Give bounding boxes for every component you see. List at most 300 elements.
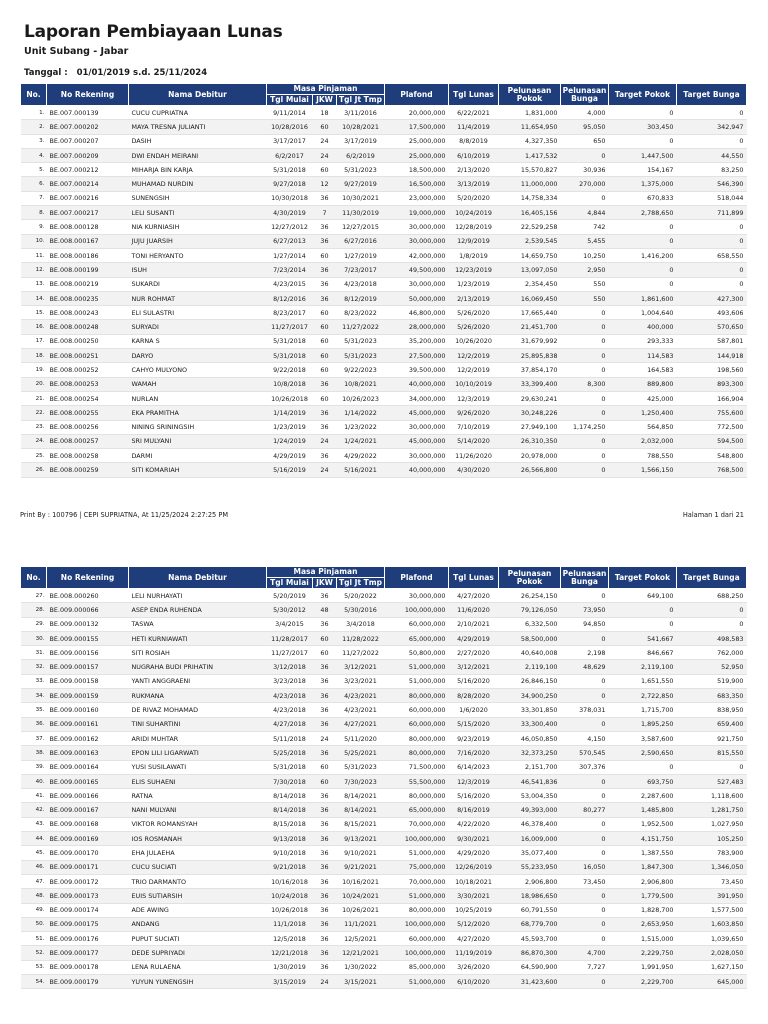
- cell-pelunasan-bunga: 0: [561, 434, 609, 448]
- cell-debitur: EPON LILI LIGARWATI: [129, 746, 267, 760]
- cell-pelunasan-pokok: 46,378,400: [499, 817, 561, 831]
- table-row: [21, 760, 747, 774]
- cell-target-bunga: 527,483: [677, 774, 747, 788]
- cell-target-pokok: 649,100: [609, 589, 677, 603]
- table-body-page-2: [21, 589, 747, 989]
- cell-tgl-lunas: 5/26/2020: [449, 306, 499, 320]
- cell-rekening: BE.008.000258: [47, 449, 129, 463]
- cell-target-pokok: 2,788,650: [609, 206, 677, 220]
- cell-pelunasan-pokok: 60,791,550: [499, 903, 561, 917]
- cell-pelunasan-pokok: 40,640,008: [499, 646, 561, 660]
- cell-tgl-mulai: 11/1/2018: [267, 917, 313, 931]
- cell-plafond: 80,000,000: [385, 789, 449, 803]
- cell-tgl-mulai: 5/16/2019: [267, 463, 313, 477]
- table-row: [21, 291, 747, 305]
- table-row: [21, 420, 747, 434]
- cell-target-pokok: 1,952,500: [609, 817, 677, 831]
- cell-tgl-mulai: 10/26/2018: [267, 903, 313, 917]
- cell-tgl-lunas: 8/8/2019: [449, 134, 499, 148]
- header-tgl-lunas: Tgl Lunas: [449, 567, 499, 589]
- cell-jkw: 36: [313, 689, 337, 703]
- cell-tgl-jt-tmp: 10/28/2021: [337, 120, 385, 134]
- cell-rekening: BE.009.000163: [47, 746, 129, 760]
- cell-no: 19.: [21, 363, 47, 377]
- cell-debitur: VIKTOR ROMANSYAH: [129, 817, 267, 831]
- cell-target-bunga: 2,028,050: [677, 946, 747, 960]
- cell-plafond: 50,800,000: [385, 646, 449, 660]
- table-row: [21, 177, 747, 191]
- cell-pelunasan-pokok: 29,630,241: [499, 391, 561, 405]
- cell-rekening: BE.007.000217: [47, 206, 129, 220]
- cell-target-pokok: 693,750: [609, 774, 677, 788]
- cell-jkw: 18: [313, 106, 337, 120]
- cell-tgl-lunas: 3/13/2019: [449, 177, 499, 191]
- cell-target-bunga: 711,899: [677, 206, 747, 220]
- cell-tgl-jt-tmp: 9/27/2019: [337, 177, 385, 191]
- cell-target-bunga: 1,603,850: [677, 917, 747, 931]
- cell-no: 39.: [21, 760, 47, 774]
- cell-no: 51.: [21, 932, 47, 946]
- cell-target-pokok: 0: [609, 220, 677, 234]
- cell-tgl-lunas: 9/26/2020: [449, 406, 499, 420]
- cell-target-bunga: 83,250: [677, 163, 747, 177]
- cell-target-bunga: 1,627,150: [677, 960, 747, 974]
- cell-plafond: 65,000,000: [385, 803, 449, 817]
- cell-target-pokok: 889,800: [609, 377, 677, 391]
- cell-target-pokok: 1,715,700: [609, 703, 677, 717]
- cell-tgl-mulai: 10/28/2016: [267, 120, 313, 134]
- cell-tgl-mulai: 5/11/2018: [267, 731, 313, 745]
- cell-rekening: BE.009.000155: [47, 631, 129, 645]
- table-row: [21, 846, 747, 860]
- table-row: [21, 975, 747, 989]
- cell-rekening: BE.008.000260: [47, 589, 129, 603]
- cell-tgl-lunas: 1/6/2020: [449, 703, 499, 717]
- cell-tgl-jt-tmp: 11/28/2022: [337, 631, 385, 645]
- cell-target-bunga: 0: [677, 263, 747, 277]
- cell-target-bunga: 427,300: [677, 291, 747, 305]
- cell-plafond: 30,000,000: [385, 277, 449, 291]
- cell-pelunasan-pokok: 2,151,700: [499, 760, 561, 774]
- cell-debitur: YANTI ANGGRAENI: [129, 674, 267, 688]
- cell-tgl-mulai: 9/11/2014: [267, 106, 313, 120]
- cell-pelunasan-bunga: 94,850: [561, 617, 609, 631]
- cell-tgl-mulai: 11/27/2017: [267, 320, 313, 334]
- cell-target-bunga: 893,300: [677, 377, 747, 391]
- cell-pelunasan-pokok: 25,895,838: [499, 349, 561, 363]
- cell-rekening: BE.008.000250: [47, 334, 129, 348]
- cell-tgl-jt-tmp: 4/23/2021: [337, 689, 385, 703]
- table-row: [21, 946, 747, 960]
- report-table-page-1: [20, 83, 747, 478]
- cell-debitur: EKA PRAMITHA: [129, 406, 267, 420]
- cell-tgl-mulai: 5/30/2012: [267, 603, 313, 617]
- cell-tgl-lunas: 6/10/2019: [449, 148, 499, 162]
- cell-pelunasan-bunga: 0: [561, 334, 609, 348]
- cell-pelunasan-pokok: 31,679,992: [499, 334, 561, 348]
- cell-tgl-jt-tmp: 7/23/2017: [337, 263, 385, 277]
- cell-pelunasan-pokok: 26,566,800: [499, 463, 561, 477]
- cell-target-pokok: 1,566,150: [609, 463, 677, 477]
- cell-pelunasan-bunga: 378,031: [561, 703, 609, 717]
- cell-plafond: 51,000,000: [385, 889, 449, 903]
- cell-debitur: KARNA S: [129, 334, 267, 348]
- cell-tgl-lunas: 4/29/2019: [449, 631, 499, 645]
- date-range-value: 01/01/2019 s.d. 25/11/2024: [76, 68, 208, 78]
- cell-jkw: 24: [313, 148, 337, 162]
- header-tgl-mulai: Tgl Mulai: [267, 578, 313, 589]
- cell-tgl-mulai: 5/31/2018: [267, 349, 313, 363]
- cell-pelunasan-bunga: 5,455: [561, 234, 609, 248]
- table-row: [21, 860, 747, 874]
- cell-target-pokok: 2,229,750: [609, 946, 677, 960]
- cell-debitur: NIA KURNIASIH: [129, 220, 267, 234]
- cell-target-pokok: 0: [609, 603, 677, 617]
- cell-no: 11.: [21, 248, 47, 262]
- cell-tgl-mulai: 5/25/2018: [267, 746, 313, 760]
- cell-no: 17.: [21, 334, 47, 348]
- cell-pelunasan-pokok: 46,541,836: [499, 774, 561, 788]
- cell-jkw: 36: [313, 789, 337, 803]
- cell-plafond: 19,000,000: [385, 206, 449, 220]
- cell-no: 36.: [21, 717, 47, 731]
- cell-jkw: 36: [313, 917, 337, 931]
- cell-jkw: 36: [313, 220, 337, 234]
- cell-no: 23.: [21, 420, 47, 434]
- cell-tgl-lunas: 1/8/2019: [449, 248, 499, 262]
- cell-no: 21.: [21, 391, 47, 405]
- cell-jkw: 60: [313, 320, 337, 334]
- cell-rekening: BE.009.000170: [47, 846, 129, 860]
- cell-tgl-lunas: 5/16/2020: [449, 674, 499, 688]
- cell-tgl-mulai: 11/28/2017: [267, 631, 313, 645]
- cell-jkw: 60: [313, 631, 337, 645]
- cell-jkw: 36: [313, 589, 337, 603]
- cell-pelunasan-bunga: 0: [561, 774, 609, 788]
- cell-tgl-mulai: 6/27/2013: [267, 234, 313, 248]
- cell-rekening: BE.008.000255: [47, 406, 129, 420]
- cell-pelunasan-pokok: 33,300,400: [499, 717, 561, 731]
- cell-target-pokok: 1,416,200: [609, 248, 677, 262]
- cell-tgl-mulai: 4/27/2018: [267, 717, 313, 731]
- cell-target-bunga: 768,500: [677, 463, 747, 477]
- cell-no: 47.: [21, 874, 47, 888]
- cell-no: 54.: [21, 975, 47, 989]
- page-number: Halaman 1 dari 21: [682, 511, 744, 519]
- cell-pelunasan-pokok: 2,539,545: [499, 234, 561, 248]
- cell-no: 37.: [21, 731, 47, 745]
- cell-pelunasan-bunga: 270,000: [561, 177, 609, 191]
- cell-pelunasan-bunga: 550: [561, 277, 609, 291]
- cell-target-pokok: 1,991,950: [609, 960, 677, 974]
- cell-jkw: 24: [313, 731, 337, 745]
- cell-jkw: 36: [313, 674, 337, 688]
- cell-target-bunga: 0: [677, 220, 747, 234]
- cell-plafond: 35,200,000: [385, 334, 449, 348]
- cell-pelunasan-pokok: 26,310,350: [499, 434, 561, 448]
- cell-tgl-jt-tmp: 9/10/2021: [337, 846, 385, 860]
- cell-debitur: TINI SUHARTINI: [129, 717, 267, 731]
- cell-no: 40.: [21, 774, 47, 788]
- cell-target-pokok: 1,375,000: [609, 177, 677, 191]
- cell-debitur: PUPUT SUCIATI: [129, 932, 267, 946]
- table-row: [21, 363, 747, 377]
- table-row: [21, 148, 747, 162]
- cell-pelunasan-bunga: 0: [561, 717, 609, 731]
- cell-rekening: BE.008.000259: [47, 463, 129, 477]
- table-row: [21, 703, 747, 717]
- cell-tgl-lunas: 3/12/2021: [449, 660, 499, 674]
- cell-tgl-lunas: 10/24/2019: [449, 206, 499, 220]
- cell-plafond: 17,500,000: [385, 120, 449, 134]
- header-jkw: JKW: [313, 95, 337, 106]
- cell-plafond: 30,000,000: [385, 420, 449, 434]
- cell-jkw: 36: [313, 932, 337, 946]
- cell-debitur: CUCU SUCIATI: [129, 860, 267, 874]
- cell-jkw: 60: [313, 363, 337, 377]
- cell-pelunasan-pokok: 4,327,350: [499, 134, 561, 148]
- cell-pelunasan-bunga: 73,950: [561, 603, 609, 617]
- cell-debitur: RATNA: [129, 789, 267, 803]
- cell-jkw: 60: [313, 163, 337, 177]
- cell-tgl-jt-tmp: 3/12/2021: [337, 660, 385, 674]
- cell-debitur: LELI NURHAYATI: [129, 589, 267, 603]
- cell-debitur: YUSI SUSILAWATI: [129, 760, 267, 774]
- cell-tgl-mulai: 9/22/2018: [267, 363, 313, 377]
- cell-rekening: BE.009.000165: [47, 774, 129, 788]
- cell-target-bunga: 1,118,600: [677, 789, 747, 803]
- cell-jkw: 36: [313, 874, 337, 888]
- cell-tgl-jt-tmp: 12/5/2021: [337, 932, 385, 946]
- cell-pelunasan-bunga: 1,174,250: [561, 420, 609, 434]
- cell-tgl-lunas: 4/27/2020: [449, 589, 499, 603]
- cell-tgl-lunas: 4/29/2020: [449, 846, 499, 860]
- cell-tgl-jt-tmp: 1/23/2022: [337, 420, 385, 434]
- cell-tgl-lunas: 4/22/2020: [449, 817, 499, 831]
- cell-no: 20.: [21, 377, 47, 391]
- table-row: [21, 617, 747, 631]
- cell-tgl-lunas: 11/6/2020: [449, 603, 499, 617]
- cell-tgl-jt-tmp: 4/23/2021: [337, 703, 385, 717]
- table-row: [21, 731, 747, 745]
- cell-tgl-lunas: 2/13/2019: [449, 291, 499, 305]
- cell-tgl-jt-tmp: 5/25/2021: [337, 746, 385, 760]
- cell-target-bunga: 546,390: [677, 177, 747, 191]
- table-row: [21, 674, 747, 688]
- cell-jkw: 36: [313, 889, 337, 903]
- cell-plafond: 100,000,000: [385, 917, 449, 931]
- cell-tgl-lunas: 11/26/2020: [449, 449, 499, 463]
- cell-rekening: BE.007.000139: [47, 106, 129, 120]
- cell-plafond: 20,000,000: [385, 106, 449, 120]
- cell-pelunasan-pokok: 13,097,050: [499, 263, 561, 277]
- cell-pelunasan-pokok: 11,654,950: [499, 120, 561, 134]
- cell-tgl-jt-tmp: 9/21/2021: [337, 860, 385, 874]
- cell-tgl-jt-tmp: 1/14/2022: [337, 406, 385, 420]
- cell-pelunasan-bunga: 48,629: [561, 660, 609, 674]
- cell-pelunasan-pokok: 79,126,050: [499, 603, 561, 617]
- cell-no: 42.: [21, 803, 47, 817]
- header-plafond: Plafond: [385, 84, 449, 106]
- cell-pelunasan-pokok: 1,417,532: [499, 148, 561, 162]
- cell-tgl-mulai: 3/23/2018: [267, 674, 313, 688]
- cell-tgl-jt-tmp: 12/21/2021: [337, 946, 385, 960]
- cell-tgl-mulai: 8/23/2017: [267, 306, 313, 320]
- cell-tgl-lunas: 5/15/2020: [449, 717, 499, 731]
- cell-rekening: BE.008.000251: [47, 349, 129, 363]
- table-body-page-1: [21, 106, 747, 478]
- cell-pelunasan-bunga: 0: [561, 932, 609, 946]
- cell-plafond: 30,000,000: [385, 234, 449, 248]
- table-row: [21, 134, 747, 148]
- cell-debitur: ARIDI MUHTAR: [129, 731, 267, 745]
- table-row: [21, 406, 747, 420]
- cell-tgl-jt-tmp: 4/23/2018: [337, 277, 385, 291]
- cell-target-pokok: 1,779,500: [609, 889, 677, 903]
- cell-tgl-lunas: 5/26/2020: [449, 320, 499, 334]
- cell-tgl-mulai: 4/29/2019: [267, 449, 313, 463]
- cell-pelunasan-pokok: 21,451,700: [499, 320, 561, 334]
- cell-debitur: NINING SRININGSIH: [129, 420, 267, 434]
- cell-no: 9.: [21, 220, 47, 234]
- cell-no: 13.: [21, 277, 47, 291]
- cell-target-bunga: 548,800: [677, 449, 747, 463]
- cell-no: 5.: [21, 163, 47, 177]
- header-pelunasan-bunga: Pelunasan Bunga: [561, 567, 609, 589]
- cell-rekening: BE.009.000158: [47, 674, 129, 688]
- cell-pelunasan-pokok: 18,986,650: [499, 889, 561, 903]
- cell-tgl-lunas: 6/14/2023: [449, 760, 499, 774]
- cell-target-bunga: 105,250: [677, 832, 747, 846]
- cell-tgl-jt-tmp: 10/24/2021: [337, 889, 385, 903]
- cell-target-bunga: 198,560: [677, 363, 747, 377]
- cell-plafond: 70,000,000: [385, 874, 449, 888]
- cell-target-bunga: 755,600: [677, 406, 747, 420]
- cell-target-pokok: 0: [609, 263, 677, 277]
- cell-debitur: MIHARJA BIN KARJA: [129, 163, 267, 177]
- table-row: [21, 631, 747, 645]
- header-rekening: No Rekening: [47, 84, 129, 106]
- cell-debitur: ASEP ENDA RUHENDA: [129, 603, 267, 617]
- cell-tgl-jt-tmp: 10/30/2021: [337, 191, 385, 205]
- cell-jkw: 36: [313, 234, 337, 248]
- cell-debitur: RUKMANA: [129, 689, 267, 703]
- cell-plafond: 49,500,000: [385, 263, 449, 277]
- cell-target-bunga: 0: [677, 134, 747, 148]
- cell-pelunasan-bunga: 0: [561, 463, 609, 477]
- cell-jkw: 24: [313, 975, 337, 989]
- cell-tgl-jt-tmp: 5/16/2021: [337, 463, 385, 477]
- cell-rekening: BE.008.000257: [47, 434, 129, 448]
- cell-jkw: 24: [313, 434, 337, 448]
- header-debitur: Nama Debitur: [129, 84, 267, 106]
- cell-tgl-lunas: 10/18/2021: [449, 874, 499, 888]
- cell-pelunasan-pokok: 37,854,170: [499, 363, 561, 377]
- cell-tgl-mulai: 9/21/2018: [267, 860, 313, 874]
- cell-rekening: BE.008.000186: [47, 248, 129, 262]
- cell-pelunasan-pokok: 35,077,400: [499, 846, 561, 860]
- table-row: [21, 206, 747, 220]
- cell-jkw: 36: [313, 717, 337, 731]
- cell-rekening: BE.008.000199: [47, 263, 129, 277]
- cell-pelunasan-pokok: 15,570,827: [499, 163, 561, 177]
- cell-tgl-mulai: 8/15/2018: [267, 817, 313, 831]
- table-row: [21, 660, 747, 674]
- cell-plafond: 45,000,000: [385, 434, 449, 448]
- cell-pelunasan-bunga: 4,150: [561, 731, 609, 745]
- table-row: [21, 689, 747, 703]
- cell-jkw: 36: [313, 291, 337, 305]
- cell-no: 25.: [21, 449, 47, 463]
- header-target-bunga: Target Bunga: [677, 84, 747, 106]
- cell-target-pokok: 303,450: [609, 120, 677, 134]
- cell-tgl-mulai: 5/31/2018: [267, 760, 313, 774]
- cell-tgl-lunas: 11/19/2019: [449, 946, 499, 960]
- cell-tgl-mulai: 1/14/2019: [267, 406, 313, 420]
- cell-tgl-lunas: 10/26/2020: [449, 334, 499, 348]
- cell-debitur: WAMAH: [129, 377, 267, 391]
- cell-no: 41.: [21, 789, 47, 803]
- cell-pelunasan-bunga: 0: [561, 846, 609, 860]
- table-row: [21, 463, 747, 477]
- cell-jkw: 36: [313, 406, 337, 420]
- table-row: [21, 306, 747, 320]
- cell-rekening: BE.008.000235: [47, 291, 129, 305]
- cell-target-pokok: 0: [609, 106, 677, 120]
- cell-tgl-jt-tmp: 3/15/2021: [337, 975, 385, 989]
- cell-no: 48.: [21, 889, 47, 903]
- cell-target-bunga: 0: [677, 603, 747, 617]
- cell-target-bunga: 342,947: [677, 120, 747, 134]
- cell-no: 43.: [21, 817, 47, 831]
- table-row: [21, 903, 747, 917]
- cell-pelunasan-pokok: 86,870,300: [499, 946, 561, 960]
- table-row: [21, 449, 747, 463]
- cell-plafond: 51,000,000: [385, 660, 449, 674]
- cell-rekening: BE.007.000212: [47, 163, 129, 177]
- cell-pelunasan-bunga: 550: [561, 291, 609, 305]
- cell-rekening: BE.009.000162: [47, 731, 129, 745]
- report-table-page-2: [20, 566, 747, 989]
- cell-no: 34.: [21, 689, 47, 703]
- cell-target-bunga: 0: [677, 234, 747, 248]
- cell-debitur: NUR ROHMAT: [129, 291, 267, 305]
- cell-jkw: 60: [313, 391, 337, 405]
- cell-target-bunga: 645,000: [677, 975, 747, 989]
- cell-tgl-lunas: 7/10/2019: [449, 420, 499, 434]
- cell-plafond: 34,000,000: [385, 391, 449, 405]
- cell-jkw: 36: [313, 860, 337, 874]
- cell-debitur: DARYO: [129, 349, 267, 363]
- cell-debitur: ELIS SUHAENI: [129, 774, 267, 788]
- cell-tgl-mulai: 1/27/2014: [267, 248, 313, 262]
- cell-jkw: 60: [313, 349, 337, 363]
- cell-tgl-jt-tmp: 5/31/2023: [337, 760, 385, 774]
- cell-no: 10.: [21, 234, 47, 248]
- cell-tgl-mulai: 1/30/2019: [267, 960, 313, 974]
- cell-pelunasan-pokok: 33,301,850: [499, 703, 561, 717]
- cell-debitur: DE RIVAZ MOHAMAD: [129, 703, 267, 717]
- cell-target-bunga: 391,950: [677, 889, 747, 903]
- cell-target-bunga: 688,250: [677, 589, 747, 603]
- cell-pelunasan-bunga: 0: [561, 191, 609, 205]
- cell-pelunasan-bunga: 8,300: [561, 377, 609, 391]
- cell-jkw: 36: [313, 832, 337, 846]
- cell-jkw: 36: [313, 420, 337, 434]
- cell-debitur: DARMI: [129, 449, 267, 463]
- cell-jkw: 36: [313, 377, 337, 391]
- header-tgl-jt-tmp: Tgl Jt Tmp: [337, 578, 385, 589]
